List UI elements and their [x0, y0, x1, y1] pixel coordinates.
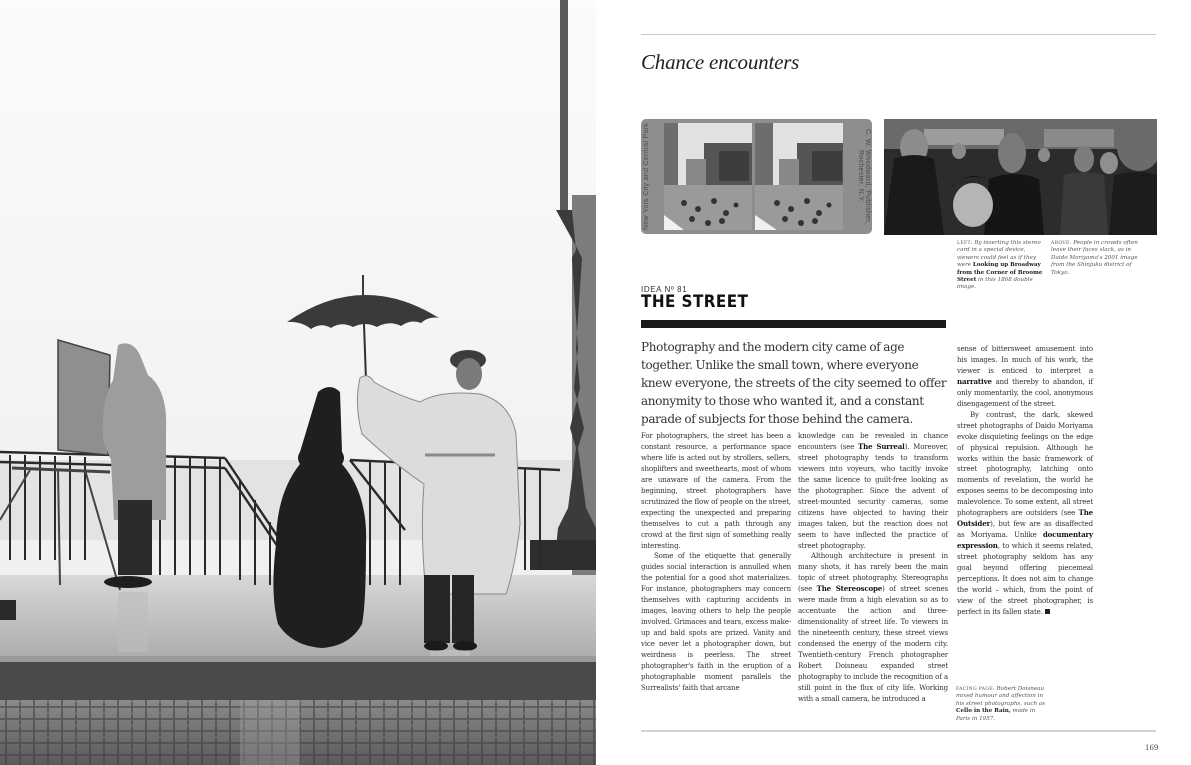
page-number: 169	[1145, 744, 1159, 752]
caption-artwork-title: Looking up Broadway from the Corner of Broome Street	[957, 262, 1043, 284]
title-bar-divider	[641, 320, 946, 328]
stereo-card-left-label: New York City and Central Park	[643, 122, 650, 231]
end-of-article-square-icon	[1045, 609, 1050, 614]
crowd-photograph-icon	[884, 119, 1157, 235]
body-paragraph: By contrast, the dark, skewed street photographs of Daido Moriyama evoke disquieting feelings on the edge of physical repulsion. Although he works within the basic framework of street photography, latching onto moments of revelation, the world he exposes seems to be decomposing into malevolence. To some extent, all street photographers are outsiders (see The Outsider), but few are as disaffected as Moriyama. Unlike documentary expression, to which it seems related, street photography seldom has any goal beyond offering piecemeal perceptions. It does not aim to change the world – which, from the point of view of the street photographer, is perfect in its fallen state.	[957, 409, 1093, 616]
body-paragraph: sense of bittersweet amusement into his images. In much of his work, the viewer is enticed to interpret a narrative and thereby to abandon, if only momentarily, the cool, anonymous disengagement of the street.	[957, 344, 1093, 408]
caption-crowd-photo: ABOVE: People in crowds often leave their faces slack, as in Daido Moriyama's 2001 image from the Shinjuku district of Tokyo.	[1051, 240, 1138, 276]
cross-reference-the-stereoscope[interactable]: The Stereoscope	[816, 584, 883, 594]
body-paragraph: knowledge can be revealed in chance encounters (see The Surreal). Moreover, street photography tends to transform viewers into voyeurs, who tacitly invoke the same licence to guilt-free looking as the photographer. Since the advent of street-mounted security cameras, some citizens have objected to having their images taken, but the reaction does not seem to have inflected the practice of street photography.	[798, 431, 948, 550]
caption-facing-page: FACING PAGE: Robert Doisneau mixed humour and affection in his street photographs, such as Cello in the Rain, made in Paris in 1957.	[956, 686, 1046, 722]
idea-number: IDEA Nº 81	[641, 285, 688, 294]
idea-title: THE STREET	[641, 292, 749, 311]
caption-artwork-title: Cello in the Rain,	[956, 708, 1011, 715]
lede-paragraph: Photography and the modern city came of age together. Unlike the small town, where everyone knew everyone, the streets of the city seemed to offer anonymity to those who wanted it, and a constant parade of subjects for those behind the camera.	[641, 340, 947, 426]
section-title: Chance encounters	[641, 50, 800, 74]
street-scene-icon	[755, 123, 843, 230]
bottom-rule	[641, 730, 1156, 732]
cross-reference-documentary-expression[interactable]: documentary expression	[957, 530, 1093, 551]
body-column-3	[957, 344, 1093, 618]
body-paragraph: Although architecture is present in many shots, it has rarely been the main topic of street photography. Stereographs (see The Stereoscope) of street scenes were made from a high elevation so as to accentuate the action and three-dimensionality of street life. To viewers in the nineteenth century, these street views condensed the energy of the modern city. Twentieth-century French photographer Robert Doisneau expanded street photography to include the recognition of a still point in the flux of city life. Working with a small camera, he introduced a	[798, 551, 948, 703]
cross-reference-the-surreal[interactable]: The Surreal	[858, 441, 905, 451]
stereo-frame-right	[755, 123, 843, 230]
right-page	[596, 0, 1191, 765]
caption-label: ABOVE:	[1051, 241, 1072, 246]
caption-label: LEFT:	[957, 241, 973, 246]
body-column-2	[798, 431, 948, 705]
caption-label: FACING PAGE:	[956, 687, 995, 692]
body-column-1	[641, 431, 791, 694]
stereo-frame-left	[664, 123, 752, 230]
caption-stereo-card: LEFT: By inserting this stereo card in a special device, viewers could feel as if they were Looking up Broadway from the Corner of Broome Street in this 1868 double image.	[957, 240, 1043, 291]
body-paragraph: Some of the etiquette that generally guides social interaction is annulled when the potential for a good shot materializes. For instance, photographers may concern themselves with capturing accidents in images, leaving others to help the people involved. Grimaces and tears, excess make-up and bald spots are prized. Vanity and vice never let a photographer down, but weirdness is peerless. The street photographer's faith in the eruption of a photographable moment parallels the Surrealists' faith that arcane	[641, 551, 791, 692]
body-paragraph: For photographers, the street has been a constant resource, a performance space where life is acted out by strollers, sellers, shoplifters and sweethearts, most of whom are unaware of the camera. From the beginning, street photographers have scrutinized the flow of people on the street, expecting the unexpected and preparing themselves to cut a path through any crowd at the first sign of something really interesting.	[641, 431, 791, 550]
stereo-card-right-label: C. W. Woodward, Publisher, Rochester, N.Y.	[857, 129, 871, 224]
cross-reference-the-outsider[interactable]: The Outsider	[957, 508, 1093, 529]
stereo-card-image	[641, 119, 872, 234]
street-scene-icon	[664, 123, 752, 230]
top-rule	[641, 34, 1156, 35]
cross-reference-narrative[interactable]: narrative	[957, 376, 992, 386]
moriyama-crowd-photo	[884, 119, 1157, 235]
